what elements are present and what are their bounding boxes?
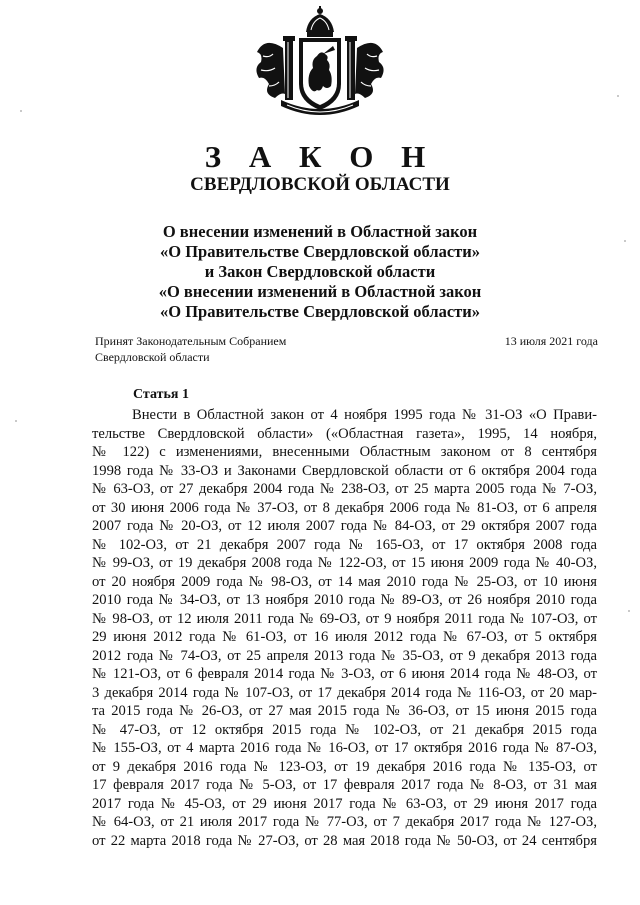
body-line: 2010 года № 34-ОЗ, от 13 ноября 2010 года № 89-ОЗ, от 26 ноября 2010 года [92,592,597,608]
scan-speck [624,240,626,242]
body-line: № 64-ОЗ, от 21 июля 2017 года № 77-ОЗ, от 7 декабря 2017 года № 127-ОЗ, [92,814,597,830]
body-line: от 20 ноября 2009 года № 98-ОЗ, от 14 мая 2010 года № 25-ОЗ, от 10 июня [92,573,597,590]
adopted-by-line: Принят Законодательным Собранием [95,334,287,348]
body-line: от 30 июня 2006 года № 37-ОЗ, от 8 декабря 2006 года № 81-ОЗ, от 6 апреля [92,499,597,516]
coat-of-arms-icon [251,6,389,124]
body-line: № 63-ОЗ, от 27 декабря 2004 года № 238-ОЗ, от 25 марта 2005 года № 7-ОЗ, [92,481,597,497]
body-line: Внести в Областной закон от 4 ноября 1995 года № 31-ОЗ «О Прави- [132,407,597,423]
body-line: от 9 декабря 2016 года № 123-ОЗ, от 19 декабря 2016 года № 135-ОЗ, от [92,758,597,775]
body-line: № 99-ОЗ, от 19 декабря 2008 года № 122-ОЗ, от 15 июня 2009 года № 40-ОЗ, [92,555,597,571]
body-line: 1998 года № 33-ОЗ и Законами Свердловской области от 6 октября 2004 года [92,462,597,479]
body-line: тельстве Свердловской области» («Областная газета», 1995, 14 ноября, [92,425,597,442]
article-heading: Статья 1 [133,387,189,402]
scan-speck [15,420,17,422]
subject-line: «О Правительстве Свердловской области» [159,302,481,321]
law-subject [60,222,580,322]
article-body [92,406,597,850]
region-title: СВЕРДЛОВСКОЙ ОБЛАСТИ [190,174,450,195]
body-line: 2007 года № 20-ОЗ, от 12 июля 2007 года № 84-ОЗ, от 29 октября 2007 года [92,518,597,534]
scan-speck [628,610,630,612]
subject-line: и Закон Свердловской области [204,262,436,281]
body-line: от 22 марта 2018 года № 27-ОЗ, от 28 мая 2018 года № 50-ОЗ, от 24 сентября [92,832,597,849]
adopted-by-line: Свердловской области [95,350,210,364]
body-line: № 47-ОЗ, от 12 октября 2015 года № 102-ОЗ, от 21 декабря 2015 года [92,721,597,738]
subject-line: О внесении изменений в Областной закон [162,222,478,241]
body-line: 2017 года № 45-ОЗ, от 29 июня 2017 года № 63-ОЗ, от 29 июня 2017 года [92,795,597,812]
scan-speck [20,110,22,112]
body-line: 17 февраля 2017 года № 5-ОЗ, от 17 февраля 2017 года № 8-ОЗ, от 31 мая [92,777,597,793]
body-line: № 122) с изменениями, внесенными Областным законом от 8 сентября [92,444,597,460]
scan-speck [617,95,619,97]
body-line: № 102-ОЗ, от 21 декабря 2007 года № 165-ОЗ, от 17 октября 2008 года [92,536,597,553]
adopted-by [95,333,355,365]
body-line: № 155-ОЗ, от 4 марта 2016 года № 16-ОЗ, от 17 октября 2016 года № 87-ОЗ, [92,740,597,756]
body-line: 2012 года № 74-ОЗ, от 25 апреля 2013 года № 35-ОЗ, от 9 декабря 2013 года [92,647,597,664]
body-line: № 98-ОЗ, от 12 июля 2011 года № 69-ОЗ, от 9 ноября 2011 года № 107-ОЗ, от [92,610,597,627]
adoption-date: 13 июля 2021 года [504,334,598,348]
body-line: 3 декабря 2014 года № 107-ОЗ, от 17 декабря 2014 года № 116-ОЗ, от 20 мар- [92,684,597,701]
subject-line: «О Правительстве Свердловской области» [159,242,481,261]
body-line: № 121-ОЗ, от 6 февраля 2014 года № 3-ОЗ, от 6 июня 2014 года № 48-ОЗ, от [92,666,597,682]
body-line: 29 июня 2012 года № 61-ОЗ, от 16 июля 2012 года № 67-ОЗ, от 5 октября [92,629,597,645]
body-line: та 2015 года № 26-ОЗ, от 27 мая 2015 года № 36-ОЗ, от 15 июня 2015 года [92,703,597,719]
document-title: З А К О Н [204,139,436,174]
subject-line: «О внесении изменений в Областной закон [158,282,482,301]
